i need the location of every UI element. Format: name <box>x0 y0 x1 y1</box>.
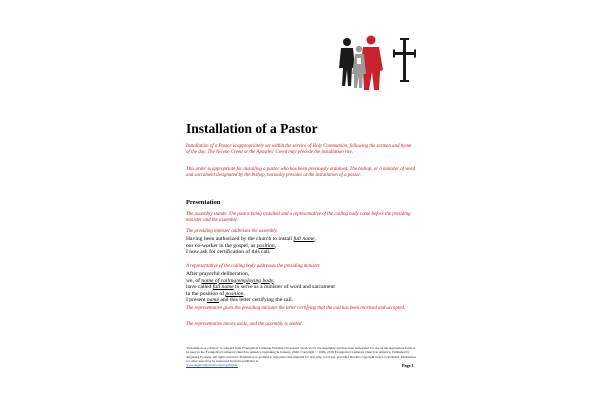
copyright-text: "Installation of a Pastor" is adapted from Evangelical Lutheran Worship Occasional Services for the Assembly and has been authorized for use as the appropriate form to be used in the Evangelical Lutheran Church in America beginning in January, 2020. Copyright © 2009, 2019 Evangelical Lutheran Church in America. Published by Augsburg Fortress. All rights reserved. Permission is granted to reproduce this material for non-sale, local use, provided that this copyright notice is included. Permission for other uses may be requested from the publisher at <box>186 346 416 363</box>
presentation-rubric-1: The assembly stands. The pastor being installed and a representative of the calling body come before the presiding minister and the assembly. <box>186 212 411 224</box>
copyright-footer <box>186 346 418 367</box>
page-number: Page 1 <box>402 363 414 368</box>
minister-line-1: Having been authorized by the church to install full name, <box>186 236 316 242</box>
presentation-rubric-4: The representative gives the presiding minister the letter certifying that the call has been received and accepted. <box>186 306 406 311</box>
cross-icon <box>393 38 416 82</box>
intro-block <box>186 144 416 157</box>
rep-line-2: we, of name of calling/employing body, <box>186 277 275 284</box>
rep-line-5: I present name and this letter certifying the call. <box>186 297 294 304</box>
intro-rubric-1: Installation of a Pastor is appropriately set within the service of Holy Communion, following the sermon and hymn of the day. The Nicene Creed or the Apostles' Creed may precede the installation rite. <box>186 144 412 156</box>
rep-line-4: in the position of position. <box>186 290 245 297</box>
presentation-rubric-3-block <box>186 264 416 270</box>
rep-line-1: After prayerful deliberation, <box>186 271 250 277</box>
document-title: Installation of a Pastor <box>186 121 318 136</box>
presentation-rubric-3: A representative of the calling body addresses the presiding minister. <box>186 264 321 269</box>
intro-rubric-2: This order is appropriate for installing a pastor who has been previously ordained. The bishop, or a minister of word and sacrament designated by the bishop, normally presides at the installation of a pastor. <box>186 167 416 179</box>
presentation-rubric-2-block <box>186 229 416 235</box>
presentation-rubric-5-block <box>186 322 416 328</box>
intro-block-2 <box>186 167 416 180</box>
rep-line-3: have called full name to serve as a minister of word and sacrament <box>186 284 335 291</box>
presentation-rubric-4-block <box>186 306 416 312</box>
presentation-rubric-2: The presiding minister addresses the assembly. <box>186 229 278 234</box>
presentation-rubric-5: The representative moves aside, and the assembly is seated. <box>186 322 303 327</box>
minister-address <box>186 236 316 256</box>
church-logo <box>333 34 417 94</box>
minister-line-3: I now ask for certification of this call. <box>186 249 271 256</box>
representative-address <box>186 271 335 304</box>
copyright-link[interactable]: www.augsburgfortress.org/copyrights. <box>186 363 238 368</box>
logo-black-figure <box>339 38 355 86</box>
presentation-rubric-1-block <box>186 212 416 225</box>
section-heading: Presentation <box>186 199 221 206</box>
minister-line-2: our co-worker in the gospel, as position, <box>186 242 277 249</box>
